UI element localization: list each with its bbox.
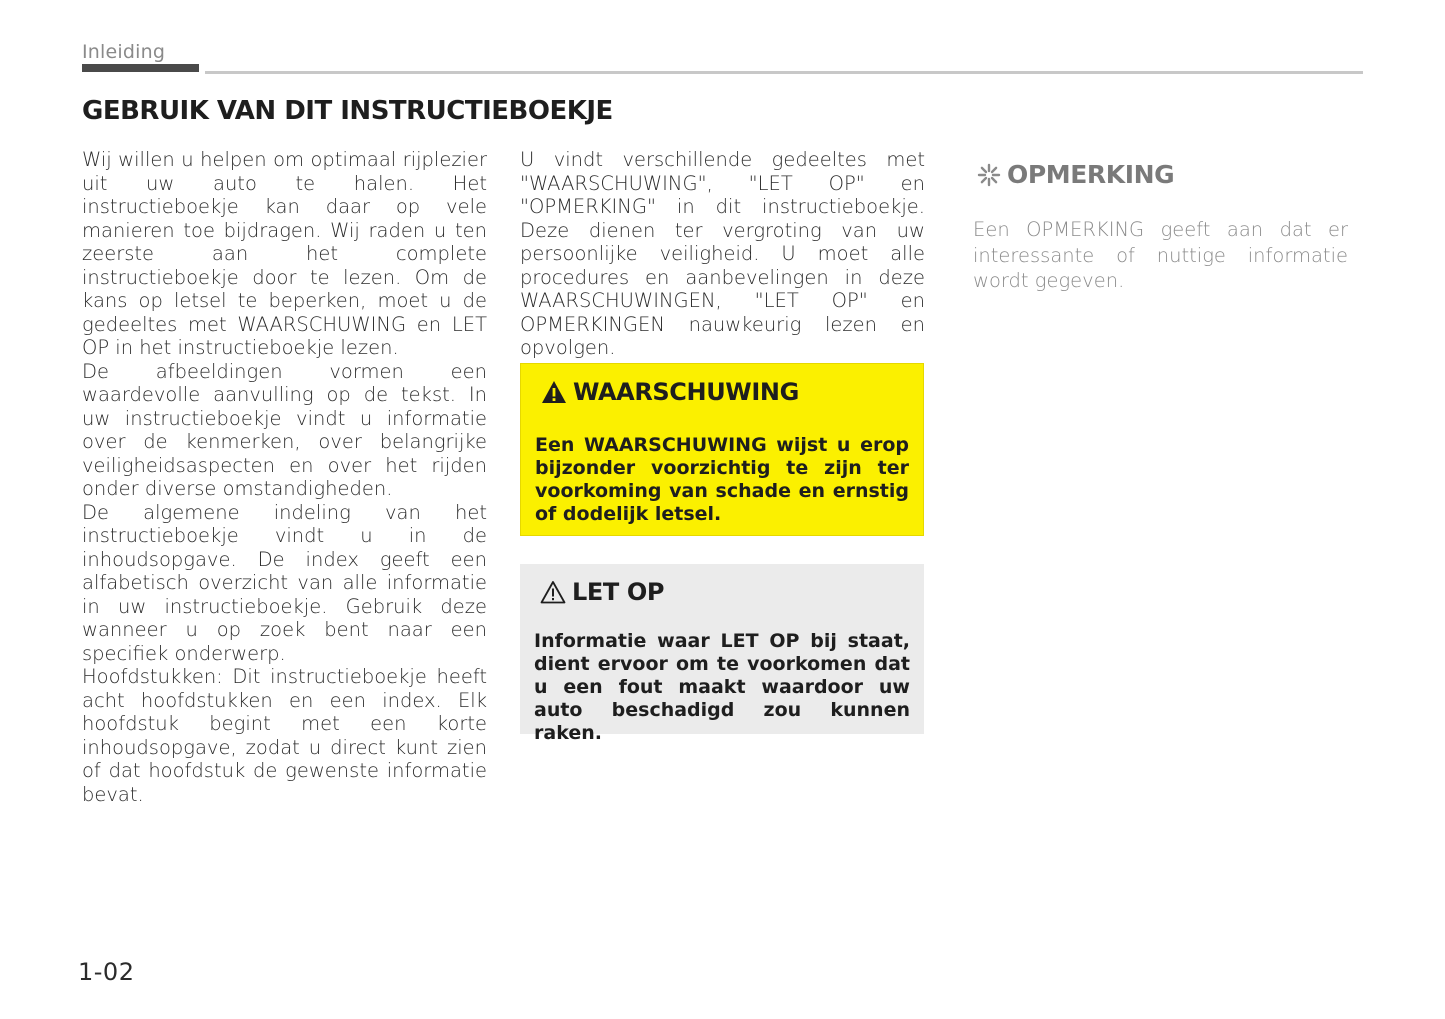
paragraph-chapters: Hoofdstukken: Dit instructieboekje heeft acht hoofdstukken en een index. Elk hoofdstuk begint met een korte inhoudsopgave, zodat u direct kunt zien of dat hoofdstuk de gewenste informatie bevat. xyxy=(82,665,487,806)
page-number: 1-02 xyxy=(78,958,135,986)
warning-text: Een WAARSCHUWING wijst u erop bijzonder voorzichtig te zijn ter voorkoming van schade en ernstig of dodelijk letsel. xyxy=(535,434,909,525)
caution-box xyxy=(520,564,924,744)
note-title: OPMERKING xyxy=(1007,160,1175,189)
caution-title: LET OP xyxy=(572,578,665,606)
section-bar xyxy=(82,64,199,72)
paragraph-sections-intro: U vindt verschillende gedeeltes met "WAARSCHUWING", "LET OP" en "OPMERKING" in dit instructieboekje. Deze dienen ter vergroting van uw persoonlijke veiligheid. U moet alle procedures en aanbevelingen in deze WAARSCHUWINGEN, "LET OP" en OPMERKINGEN nauwkeurig lezen en opvolgen. xyxy=(520,148,925,359)
paragraph-layout: De algemene indeling van het instructieboekje vindt u in de inhoudsopgave. De index geeft een alfabetisch overzicht van alle informatie in uw instructieboekje. Gebruik deze wanneer u op zoek bent naar een specifiek onderwerp. xyxy=(82,500,487,665)
section-label: Inleiding xyxy=(82,41,166,63)
warning-title: WAARSCHUWING xyxy=(573,378,799,406)
caution-text: Informatie waar LET OP bij staat, dient ervoor om te voorkomen dat u een fout maakt waardoor uw auto beschadigd zou kunnen raken. xyxy=(534,630,910,744)
warning-triangle-icon xyxy=(541,380,567,404)
note-heading xyxy=(977,160,1174,189)
note-text: Een OPMERKING geeft aan dat er interessante of nuttige informatie wordt gegeven. xyxy=(973,218,1348,292)
section-rule xyxy=(205,71,1363,74)
warning-heading xyxy=(541,378,799,406)
column-left xyxy=(82,148,487,806)
page-title: GEBRUIK VAN DIT INSTRUCTIEBOEKJE xyxy=(82,96,613,126)
warning-box xyxy=(520,363,924,536)
column-middle xyxy=(520,148,925,360)
caution-triangle-icon xyxy=(540,580,566,604)
asterisk-icon xyxy=(977,163,1001,187)
paragraph-intro: Wij willen u helpen om optimaal rijplezier uit uw auto te halen. Het instructieboekje kan daar op vele manieren toe bijdragen. Wij raden u ten zeerste aan het complete instructieboekje door te lezen. Om de kans op letsel te beperken, moet u de gedeeltes met WAARSCHUWING en LET OP in het instructieboekje lezen. xyxy=(82,148,487,359)
caution-heading xyxy=(540,578,664,606)
paragraph-images: De afbeeldingen vormen een waardevolle aanvulling op de tekst. In uw instructieboekje vindt u informatie over de kenmerken, over belangrijke veiligheidsaspecten en over het rijden onder diverse omstandigheden. xyxy=(82,359,487,500)
